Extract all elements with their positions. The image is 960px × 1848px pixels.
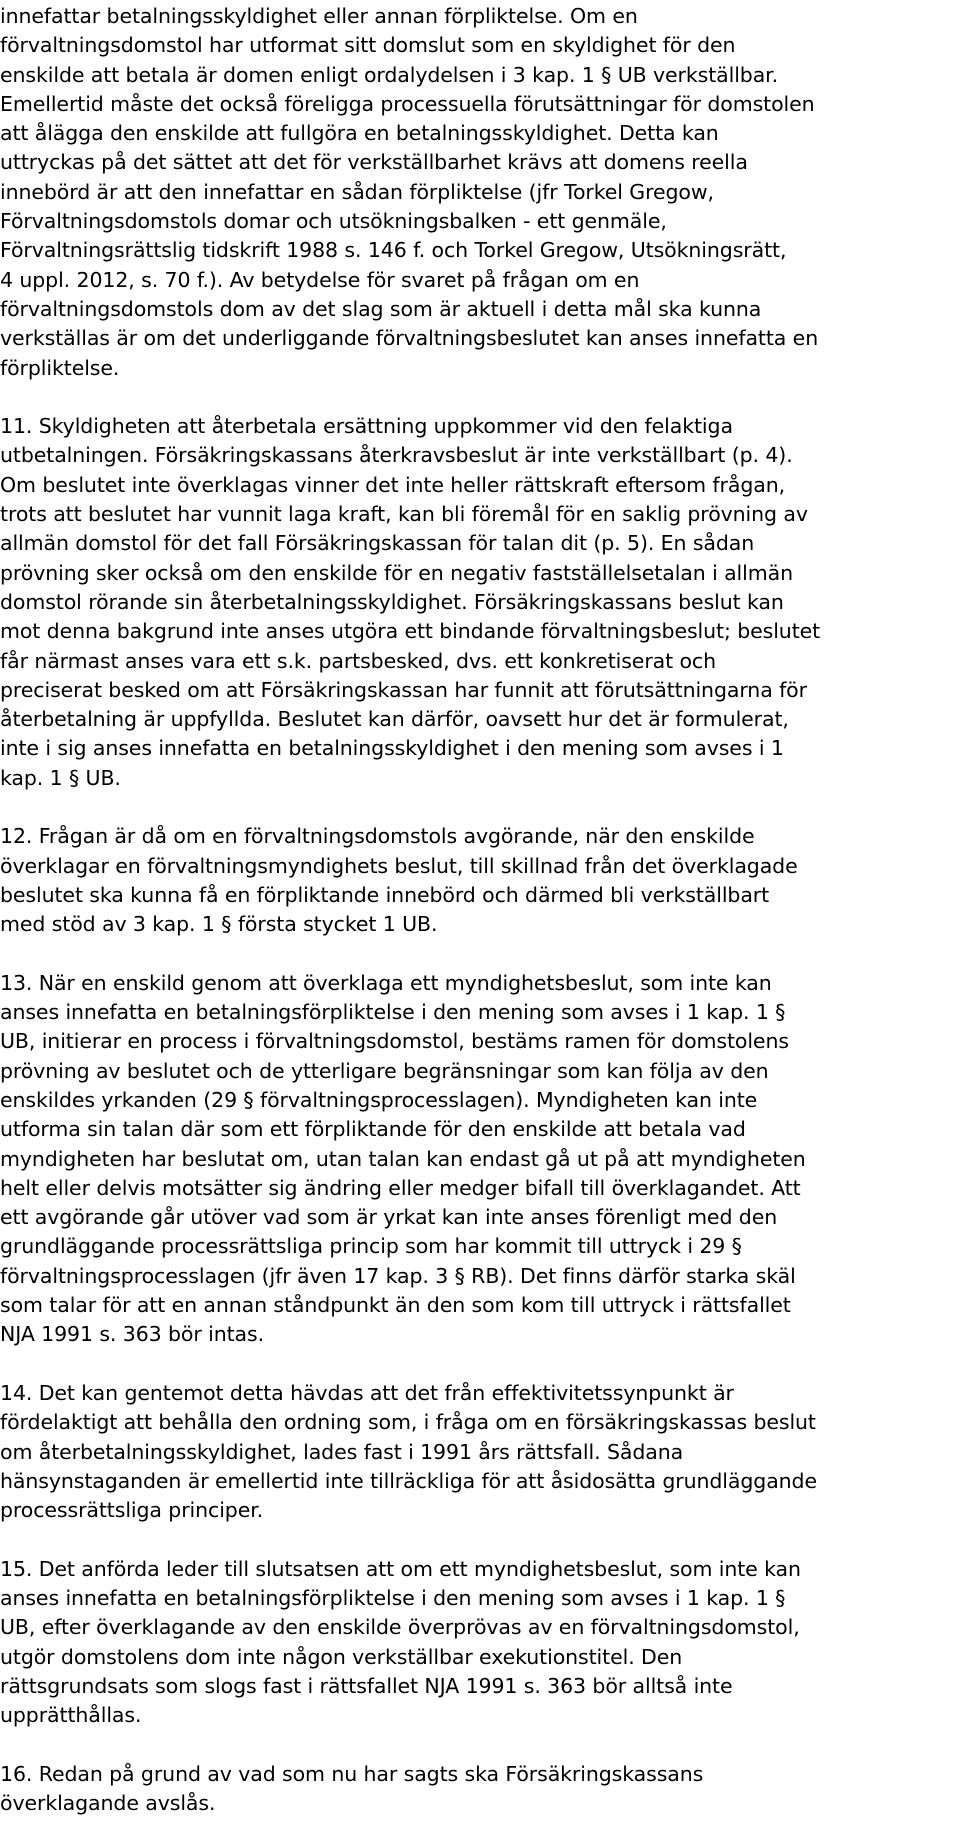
text-line: utbetalningen. Försäkringskassans återkravsbeslut är inte verkställbart (p. 4). (0, 443, 793, 468)
text-line: ett avgörande går utöver vad som är yrkat kan inte anses förenligt med den (0, 1205, 778, 1230)
text-line: får närmast anses vara ett s.k. partsbesked, dvs. ett konkretiserat och (0, 648, 716, 673)
text-line: upprätthållas. (0, 1703, 142, 1728)
text-line: som talar för att en annan ståndpunkt än den som kom till uttryck i rättsfallet (0, 1293, 791, 1318)
text-line: hänsynstaganden är emellertid inte tillräckliga för att åsidosätta grundläggande (0, 1468, 817, 1493)
text-line: processrättsliga principer. (0, 1498, 264, 1523)
text-line: 16. Redan på grund av vad som nu har sagts ska Försäkringskassans (0, 1761, 704, 1786)
text-line: verkställas är om det underliggande förvaltningsbeslutet kan anses innefatta en (0, 326, 819, 351)
text-line: 11. Skyldigheten att återbetala ersättning uppkommer vid den felaktiga (0, 414, 733, 439)
text-line: anses innefatta en betalningsförpliktelse i den mening som avses i 1 kap. 1 § (0, 1586, 786, 1611)
text-line: inte i sig anses innefatta en betalningsskyldighet i den mening som avses i 1 (0, 736, 784, 761)
paragraph-16 (0, 1760, 936, 1819)
text-line: 13. När en enskild genom att överklaga ett myndighetsbeslut, som inte kan (0, 970, 772, 995)
text-line: Emellertid måste det också föreligga processuella förutsättningar för domstolen (0, 91, 815, 116)
text-line: 4 uppl. 2012, s. 70 f.). Av betydelse för svaret på frågan om en (0, 267, 640, 292)
text-line: utgör domstolens dom inte någon verkställbar exekutionstitel. Den (0, 1644, 683, 1669)
text-line: förvaltningsprocesslagen (jfr även 17 kap. 3 § RB). Det finns därför starka skäl (0, 1263, 796, 1288)
text-line: allmän domstol för det fall Försäkringskassan för talan dit (p. 5). En sådan (0, 531, 755, 556)
paragraph-13 (0, 969, 936, 1350)
text-line: anses innefatta en betalningsförpliktelse i den mening som avses i 1 kap. 1 § (0, 1000, 786, 1025)
text-line: mot denna bakgrund inte anses utgöra ett bindande förvaltningsbeslut; beslutet (0, 619, 821, 644)
text-line: 14. Det kan gentemot detta hävdas att det från effektivitetssynpunkt är (0, 1380, 734, 1405)
text-line: trots att beslutet har vunnit laga kraft, kan bli föremål för en saklig prövning av (0, 502, 808, 527)
text-line: förpliktelse. (0, 355, 120, 380)
text-line: kap. 1 § UB. (0, 765, 121, 790)
text-line: innefattar betalningsskyldighet eller annan förpliktelse. Om en (0, 4, 638, 28)
text-line: med stöd av 3 kap. 1 § första stycket 1 UB. (0, 912, 438, 937)
paragraph-14 (0, 1379, 936, 1525)
text-line: NJA 1991 s. 363 bör intas. (0, 1322, 264, 1347)
text-line: innebörd är att den innefattar en sådan förpliktelse (jfr Torkel Gregow, (0, 179, 714, 204)
paragraph-15 (0, 1555, 936, 1731)
text-line: Förvaltningsdomstols domar och utsökningsbalken - ett genmäle, (0, 209, 667, 234)
text-line: enskilde att betala är domen enligt ordalydelsen i 3 kap. 1 § UB verkställbar. (0, 62, 779, 87)
text-line: 15. Det anförda leder till slutsatsen att om ett myndighetsbeslut, som inte kan (0, 1556, 801, 1581)
text-line: myndigheten har beslutat om, utan talan kan endast gå ut på att myndigheten (0, 1146, 806, 1171)
text-line: överklagar en förvaltningsmyndighets beslut, till skillnad från det överklagade (0, 853, 798, 878)
text-line: preciserat besked om att Försäkringskassan har funnit att förutsättningarna för (0, 677, 807, 702)
text-line: helt eller delvis motsätter sig ändring eller medger bifall till överklagandet. Att (0, 1175, 801, 1200)
text-line: om återbetalningsskyldighet, lades fast i 1991 års rättsfall. Sådana (0, 1439, 684, 1464)
text-line: 12. Frågan är då om en förvaltningsdomstols avgörande, när den enskilde (0, 824, 755, 849)
text-line: UB, efter överklagande av den enskilde överprövas av en förvaltningsdomstol, (0, 1615, 800, 1640)
text-line: Om beslutet inte överklagas vinner det inte heller rättskraft eftersom frågan, (0, 472, 786, 497)
text-line: beslutet ska kunna få en förpliktande innebörd och därmed bli verkställbart (0, 882, 770, 907)
text-line: återbetalning är uppfyllda. Beslutet kan därför, oavsett hur det är formulerat, (0, 707, 789, 732)
text-line: förvaltningsdomstol har utformat sitt domslut som en skyldighet för den (0, 33, 736, 58)
text-line: uttryckas på det sättet att det för verkställbarhet krävs att domens reella (0, 150, 748, 175)
text-line: utforma sin talan där som ett förpliktande för den enskilde att betala vad (0, 1117, 746, 1142)
text-line: fördelaktigt att behålla den ordning som, i fråga om en försäkringskassas beslut (0, 1410, 816, 1435)
text-line: överklagande avslås. (0, 1791, 216, 1816)
text-line: prövning sker också om den enskilde för en negativ fastställelsetalan i allmän (0, 560, 793, 585)
paragraph-continuation (0, 2, 936, 383)
paragraph-11 (0, 412, 936, 793)
text-line: rättsgrundsats som slogs fast i rättsfallet NJA 1991 s. 363 bör alltså inte (0, 1673, 733, 1698)
text-line: förvaltningsdomstols dom av det slag som är aktuell i detta mål ska kunna (0, 296, 762, 321)
text-line: prövning av beslutet och de ytterligare begränsningar som kan följa av den (0, 1058, 769, 1083)
text-line: enskildes yrkanden (29 § förvaltningsprocesslagen). Myndigheten kan inte (0, 1087, 758, 1112)
text-line: grundläggande processrättsliga princip som har kommit till uttryck i 29 § (0, 1234, 742, 1259)
paragraph-12 (0, 822, 936, 939)
text-line: UB, initierar en process i förvaltningsdomstol, bestäms ramen för domstolens (0, 1029, 789, 1054)
text-line: att ålägga den enskilde att fullgöra en betalningsskyldighet. Detta kan (0, 121, 719, 146)
text-line: domstol rörande sin återbetalningsskyldighet. Försäkringskassans beslut kan (0, 589, 784, 614)
text-line: Förvaltningsrättslig tidskrift 1988 s. 146 f. och Torkel Gregow, Utsökningsrätt, (0, 238, 787, 263)
